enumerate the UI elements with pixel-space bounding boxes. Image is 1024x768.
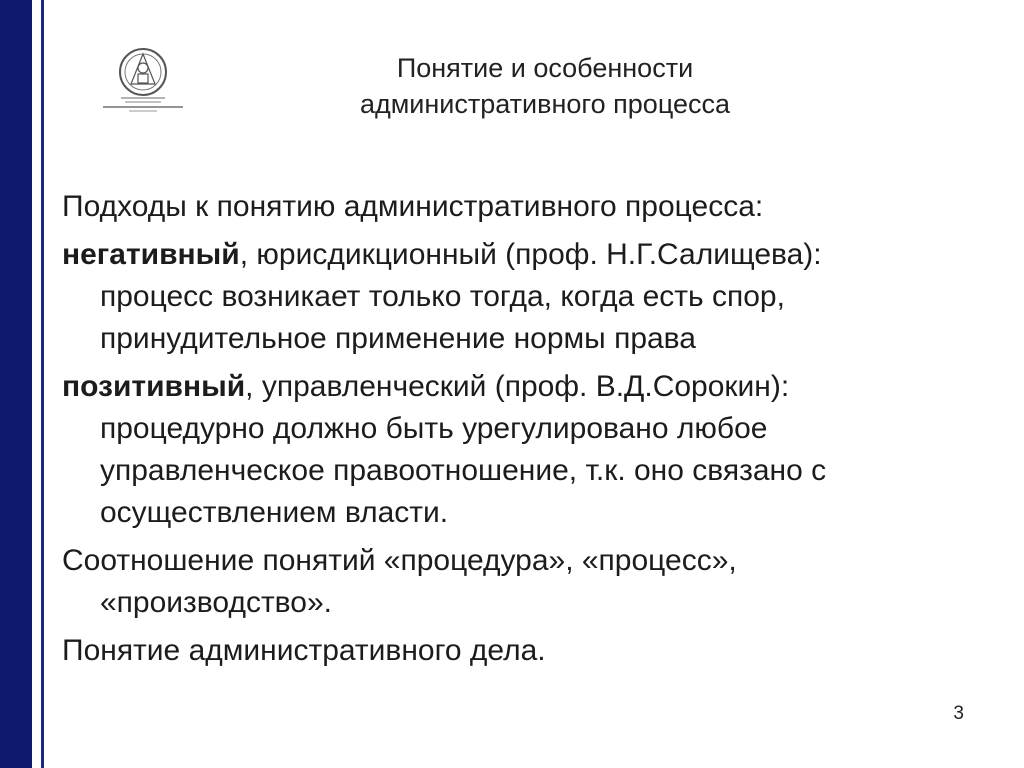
- negative-term: негативный: [62, 238, 240, 271]
- negative-line-2: принудительное применение нормы права: [100, 322, 696, 355]
- case-concept-paragraph: [62, 630, 952, 672]
- negative-approach-heading: [62, 234, 952, 276]
- side-stripe-line: [41, 0, 44, 768]
- positive-line-3: осуществлением власти.: [100, 496, 449, 529]
- case-concept-text: Понятие административного дела.: [62, 634, 546, 667]
- correlation-line-1: Соотношение понятий «процедура», «процесс»,: [62, 544, 737, 577]
- correlation-line-2: «производство».: [100, 586, 332, 619]
- intro-paragraph: [62, 186, 952, 228]
- correlation-paragraph: [62, 540, 952, 624]
- page-number: 3: [953, 703, 964, 724]
- title-line-2: административного процесса: [359, 89, 731, 119]
- title-line-1: Понятие и особенности: [396, 53, 694, 83]
- positive-approach-paragraph: [62, 366, 952, 534]
- positive-rest: , управленческий (проф. В.Д.Сорокин):: [245, 370, 790, 403]
- slide-body: [62, 186, 952, 678]
- negative-approach-paragraph: [62, 234, 952, 360]
- negative-line-1: процесс возникает только тогда, когда есть спор,: [100, 280, 785, 313]
- positive-line-2: управленческое правоотношение, т.к. оно связано с: [100, 454, 827, 487]
- positive-approach-heading: [62, 366, 952, 408]
- university-seal-icon: [103, 44, 183, 118]
- slide-title: [230, 50, 860, 122]
- negative-rest: , юрисдикционный (проф. Н.Г.Салищева):: [239, 238, 822, 271]
- side-stripe: [0, 0, 32, 768]
- side-stripe-gap: [32, 0, 41, 768]
- positive-term: позитивный: [62, 370, 246, 403]
- positive-line-1: процедурно должно быть урегулировано любое: [100, 412, 768, 445]
- intro-text: Подходы к понятию административного процесса:: [62, 190, 764, 223]
